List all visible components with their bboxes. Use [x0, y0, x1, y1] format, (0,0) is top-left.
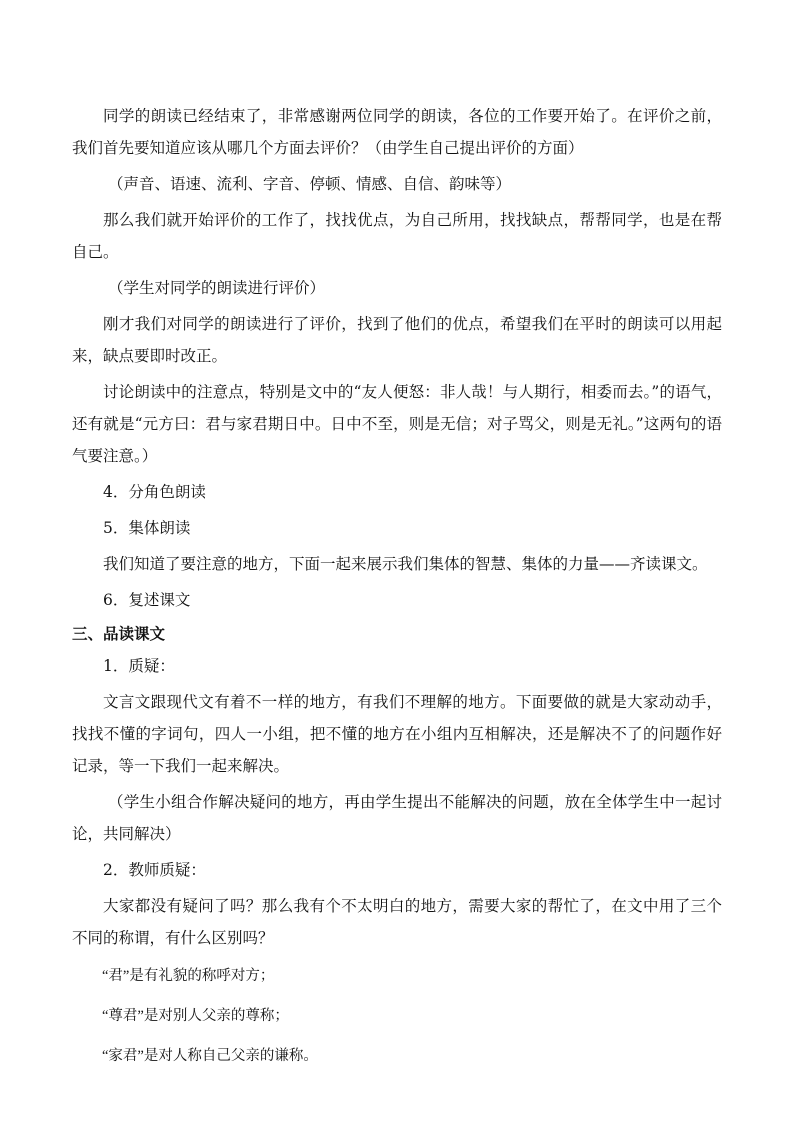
paragraph-classical-chinese: 文言文跟现代文有着不一样的地方，有我们不理解的地方。下面要做的就是大家动动手，找找不懂的字词句，四人一小组，把不懂的地方在小组内互相解决，还是解决不了的问题作好记录，等一下我们一起来解决。: [72, 693, 722, 775]
definition-jiajun: “家君”是对人称自己父亲的谦称。: [102, 1048, 318, 1064]
definition-zunjun: “尊君”是对别人父亲的尊称；: [102, 1008, 289, 1024]
paragraph-student-evaluation: （学生对同学的朗读进行评价）: [108, 279, 326, 297]
paragraph-evaluation-criteria: （声音、语速、流利、字音、停顿、情感、自信、韵味等）: [108, 175, 512, 193]
paragraph-tone-discussion: 讨论朗读中的注意点，特别是文中的“友人便怒：非人哉！与人期行，相委而去。”的语气，还有就是“元方曰：君与家君期日中。日中不至，则是无信；对子骂父，则是无礼。”这两句的语气要注意。）: [72, 383, 722, 465]
paragraph-evaluation-intro: 同学的朗读已经结束了，非常感谢两位同学的朗读，各位的工作要开始了。在评价之前，我们首先要知道应该从哪几个方面去评价？（由学生自己提出评价的方面）: [72, 107, 722, 157]
list-item-retell: 6．复述课文: [103, 591, 191, 609]
paragraph-appellation-question: 大家都没有疑问了吗？那么我有个不太明白的地方，需要大家的帮忙了，在文中用了三个不同的称谓，有什么区别吗？: [72, 897, 722, 947]
list-item-teacher-question: 2．教师质疑：: [103, 861, 206, 879]
list-item-role-reading: 4．分角色朗读: [103, 483, 206, 501]
paragraph-evaluation-summary: 刚才我们对同学的朗读进行了评价，找到了他们的优点，希望我们在平时的朗读可以用起来，缺点要即时改正。: [72, 315, 722, 365]
list-item-question: 1．质疑：: [103, 657, 175, 675]
section-heading: 三、品读课文: [72, 625, 166, 643]
paragraph-read-together: 我们知道了要注意的地方，下面一起来展示我们集体的智慧、集体的力量——齐读课文。: [103, 555, 708, 573]
definition-jun: “君”是有礼貌的称呼对方；: [102, 968, 275, 984]
list-item-group-reading: 5．集体朗读: [103, 519, 191, 537]
document-page: [72, 100, 722, 1074]
paragraph-start-evaluation: 那么我们就开始评价的工作了，找找优点，为自己所用，找找缺点，帮帮同学，也是在帮自己。: [72, 211, 722, 261]
paragraph-group-discussion: （学生小组合作解决疑问的地方，再由学生提出不能解决的问题，放在全体学生中一起讨论，共同解决）: [72, 793, 722, 843]
